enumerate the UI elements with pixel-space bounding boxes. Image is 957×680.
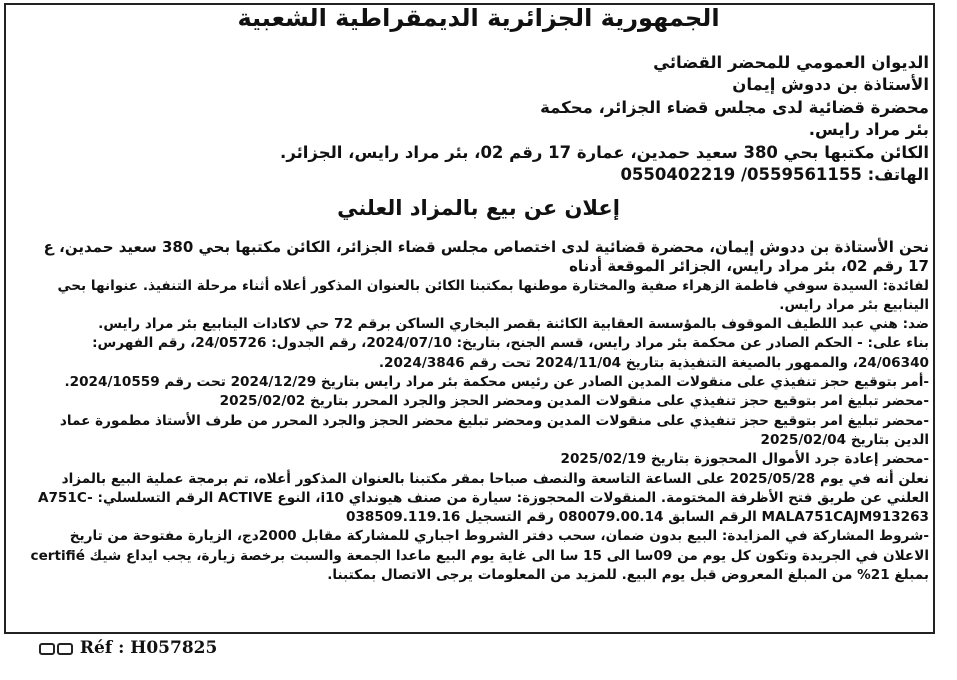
announcement-title: إعلان عن بيع بالمزاد العلني [337, 196, 620, 220]
conditions-label: -شروط المشاركة في المزايدة: [721, 528, 929, 545]
bailiff-header [280, 52, 929, 186]
reference-number [38, 638, 217, 658]
notification-paragraph-1: -محضر تبليغ امر بتوقيع حجز تنفيذي على منقولات المدين ومحضر الحجز والجرد المحرر بتاريخ 2025/02/02 [219, 393, 929, 410]
intro-paragraph: نحن الأستاذة بن ددوش إيمان، محضرة قضائية لدى اختصاص مجلس قضاء الجزائر، الكائن مكتبها بحي 380 سعيد حمدين، ع 17 رقم 02، بئر مراد رايس، الجزائر الموقعة أدناه [43, 238, 929, 276]
header-office: الديوان العمومي للمحضر القضائي [653, 53, 929, 72]
announcement-body [29, 238, 929, 585]
sale-announcement-paragraph: نعلن أنه في يوم 2025/05/28 على الساعة التاسعة والنصف صباحا بمقر مكتبنا بالعنوان المذكور أعلاه، تم برمجة عملية البيع بالمزاد العلني عن طريق فتح الأظرفة المختومة. المنقولات المحجوزة: سيارة من صنف هيونداي i10، النوع ACTIVE الرقم التسلسلي: A751C-MALA751CAJM913263 الرقم السابق 080079.00.14 رقم التسجيل 038509.119.16 [37, 470, 929, 526]
conditions-paragraph [29, 527, 929, 585]
header-address: الكائن مكتبها بحي 380 سعيد حمدين، عمارة 17 رقم 02، بئر مراد رايس، الجزائر. [280, 142, 929, 162]
notification-paragraph-2: -محضر تبليغ امر بتوقيع حجز تنفيذي على منقولات المدين ومحضر تبليغ محضر الحجز والجرد المحرر من طرف الأستاذ مطمورة عماد الدين بتاريخ 2025/02/04 [59, 412, 929, 448]
against-paragraph [29, 315, 929, 334]
ref-marker-icon [39, 643, 55, 655]
header-court: بئر مراد رايس. [808, 120, 929, 140]
header-role: محضرة قضائية لدى مجلس قضاء الجزائر، محكمة [540, 97, 929, 117]
seizure-order-paragraph: -أمر بتوقيع حجز تنفيذي على منقولات المدين الصادر عن رئيس محكمة بئر مراد رايس بتاريخ 2024/12/29 تحت رقم 2024/10559. [64, 374, 929, 391]
beneficiary-paragraph: لفائدة: السيدة سوفي فاطمة الزهراء صفية والمختارة موطنها بمكتبنا الكائن بالعنوان المذكور أعلاه أثناء مرحلة التنفيذ. عنوانها بحي الينابيع بئر مراد رايس. [57, 277, 929, 313]
conditions-text: البيع بدون ضمان، سحب دفتر الشروط اجباري للمشاركة مقابل 2000دج، الزيارة مفتوحة من تاريخ الاعلان في الجريدة وتكون كل يوم من 09سا الى 15 سا الى غاية يوم البيع ماعدا الجمعة والسبت برخصة زيارة، يجب ايداع شيك certifié بمبلغ 21% من المبلغ المعروض قبل يوم البيع. للمزيد من المعلومات يرجى الاتصال بمكتبنا. [30, 528, 929, 584]
republic-heading: الجمهورية الجزائرية الديمقراطية الشعبية [237, 4, 720, 32]
reinventory-paragraph: -محضر إعادة جرد الأموال المحجوزة بتاريخ 2025/02/19 [560, 451, 929, 468]
against-label: ضد: [902, 316, 929, 333]
header-phone: الهاتف: 0559561155/ 0550402219 [620, 165, 929, 185]
against-text: هني عبد اللطيف الموقوف بالمؤسسة العقابية الكائنة بقصر البخاري الساكن برقم 72 حي لاكادات الينابيع بئر مراد رايس. [98, 316, 898, 333]
header-name: الأستاذة بن ددوش إيمان [732, 75, 929, 95]
ref-marker-icon [57, 643, 73, 655]
reference-text: Réf : H057825 [79, 638, 218, 658]
based-on-paragraph: بناء على: - الحكم الصادر عن محكمة بئر مراد رايس، قسم الجنح، بتاريخ: 2024/07/10، رقم الجدول: 24/05726، رقم الفهرس: 24/06340، والممهور بالصيغة التنفيذية بتاريخ 2024/11/04 تحت رقم 2024/3846. [92, 335, 929, 371]
